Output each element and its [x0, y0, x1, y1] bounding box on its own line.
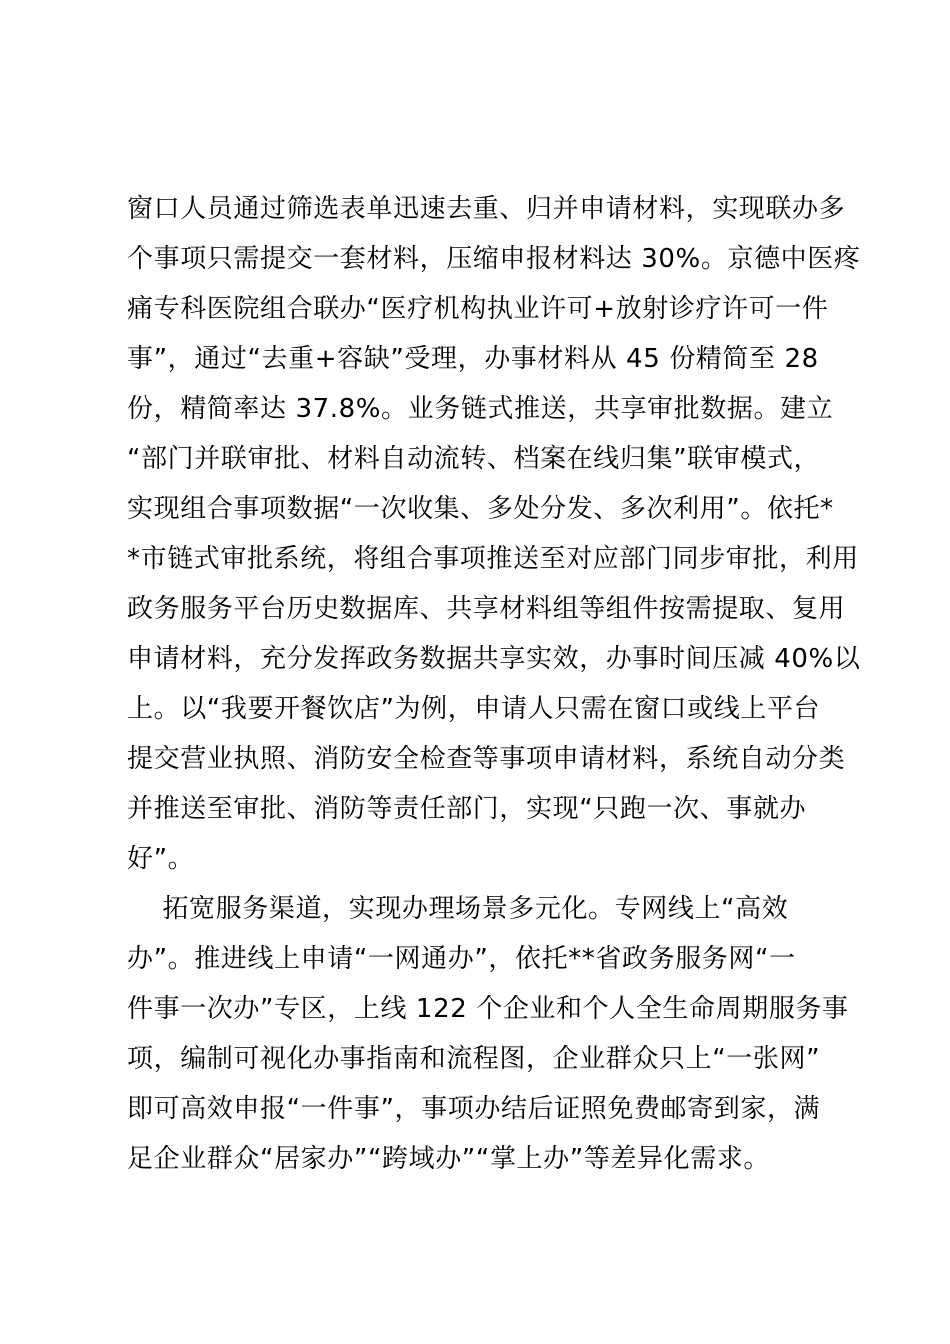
text-line: 即可高效申报“一件事”，事项办结后证照免费邮寄到家，满: [127, 1094, 821, 1124]
document-body: [127, 184, 861, 1184]
text-line: 办”。推进线上申请“一网通办”，依托**省政务服务网“一: [127, 944, 796, 974]
text-line: 并推送至审批、消防等责任部门，实现“只跑一次、事就办: [127, 794, 807, 824]
text-line: “部门并联审批、材料自动流转、档案在线归集”联审模式，: [127, 444, 821, 474]
text-line: 窗口人员通过筛选表单迅速去重、归并申请材料，实现联办多: [127, 194, 846, 224]
text-line: 实现组合事项数据“一次收集、多处分发、多次利用”。依托*: [127, 494, 834, 524]
text-line: 件事一次办”专区，上线 122 个企业和个人全生命周期服务事: [127, 994, 849, 1024]
text-line: 份，精简率达 37.8%。业务链式推送，共享审批数据。建立: [127, 394, 834, 424]
text-line: 申请材料，充分发挥政务数据共享实效，办事时间压减 40%以: [127, 644, 861, 674]
text-line: 提交营业执照、消防安全检查等事项申请材料，系统自动分类: [127, 744, 846, 774]
text-line: 个事项只需提交一套材料，压缩申报材料达 30%。京德中医疼: [127, 244, 861, 274]
paragraph-start-line: 拓宽服务渠道，实现办理场景多元化。专网线上“高效: [127, 894, 789, 924]
text-line: 事”，通过“去重+容缺”受理，办事材料从 45 份精简至 28: [127, 344, 819, 374]
text-line: 足企业群众“居家办”“跨域办”“掌上办”等差异化需求。: [127, 1144, 771, 1174]
text-line: 好”。: [127, 844, 195, 874]
text-line: *市链式审批系统，将组合事项推送至对应部门同步审批，利用: [127, 544, 859, 574]
text-line: 痛专科医院组合联办“医疗机构执业许可+放射诊疗许可一件: [127, 294, 829, 324]
text-line: 政务服务平台历史数据库、共享材料组等组件按需提取、复用: [127, 594, 846, 624]
text-line: 项，编制可视化办事指南和流程图，企业群众只上“一张网”: [127, 1044, 821, 1074]
text-line: 上。以“我要开餐饮店”为例，申请人只需在窗口或线上平台: [127, 694, 821, 724]
